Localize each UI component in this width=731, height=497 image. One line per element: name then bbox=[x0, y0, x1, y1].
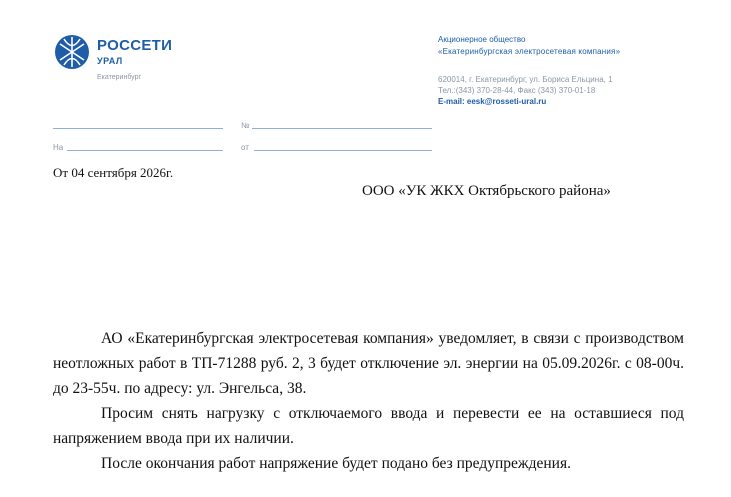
brand-region: УРАЛ bbox=[97, 56, 123, 66]
paragraph-notice: АО «Екатеринбургская электросетевая компания» уведомляет, в связи с производством неотложных работ в ТП-71288 руб. 2, 3 будет отключение эл. энергии на 05.09.2026г. с 08-00ч. до 23-55ч. по адресу: ул. Энгельса, 38. bbox=[53, 330, 684, 397]
company-email: E-mail: eesk@rosseti-ural.ru bbox=[438, 97, 547, 106]
outgoing-date-line bbox=[53, 128, 223, 129]
letter-recipient: ООО «УК ЖКХ Октябрьского района» bbox=[362, 183, 611, 199]
letter-body bbox=[53, 326, 684, 476]
rosseti-logo-icon bbox=[54, 34, 90, 70]
company-name bbox=[438, 34, 620, 58]
company-line-2: «Екатеринбургская электросетевая компания» bbox=[438, 47, 621, 56]
company-logo bbox=[54, 34, 204, 84]
paragraph-warning: После окончания работ напряжение будет подано без предупреждения. bbox=[101, 455, 571, 472]
number-label: № bbox=[241, 121, 250, 130]
na-line bbox=[67, 150, 223, 151]
brand-city: Екатеринбург bbox=[97, 74, 142, 81]
number-line bbox=[252, 128, 432, 129]
company-line-1: Акционерное общество bbox=[438, 35, 526, 44]
company-phone: Тел.:(343) 370-28-44, Факс (343) 370-01-18 bbox=[438, 86, 596, 95]
brand-name: РОССЕТИ bbox=[97, 37, 173, 54]
company-address: 620014, г. Екатеринбург, ул. Бориса Ельцина, 1 bbox=[438, 75, 613, 84]
na-label: На bbox=[53, 143, 64, 152]
ot-label: от bbox=[241, 143, 249, 152]
paragraph-request: Просим снять нагрузку с отключаемого ввода и перевести ее на оставшиеся под напряжением ввода при их наличии. bbox=[53, 405, 684, 447]
ot-line bbox=[254, 150, 432, 151]
company-contacts bbox=[438, 74, 613, 107]
letter-date: От 04 сентября 2026г. bbox=[53, 165, 174, 180]
